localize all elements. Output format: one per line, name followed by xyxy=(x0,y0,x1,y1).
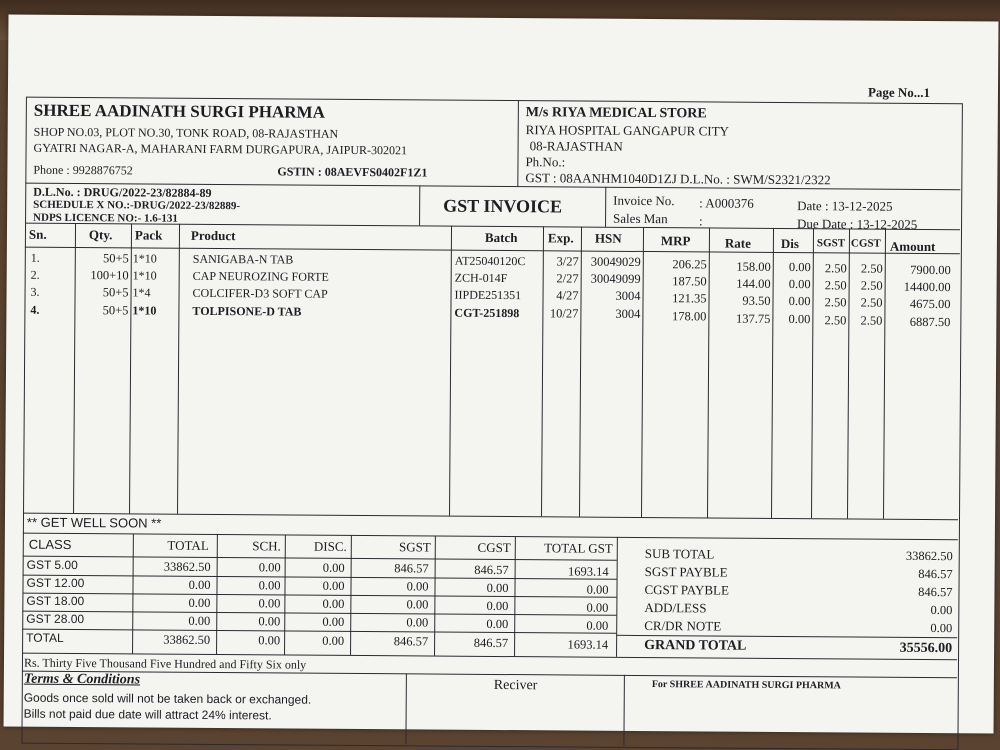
item-mrp: 121.35 xyxy=(672,291,707,306)
item-batch: IIPDE251351 xyxy=(454,287,522,303)
greeting: ** GET WELL SOON ** xyxy=(26,514,162,531)
item-cgst: 2.50 xyxy=(860,261,883,276)
summary-value: 846.57 xyxy=(918,566,953,582)
item-exp: 4/27 xyxy=(556,288,579,303)
tax-sch: 0.00 xyxy=(258,614,281,629)
col-sgst: SGST xyxy=(816,237,846,250)
item-pack: 1*10 xyxy=(132,251,157,266)
col-cgst: CGST xyxy=(850,237,881,250)
col-qty: Qty. xyxy=(88,227,113,243)
ndps-licence: NDPS LICENCE NO:- 1.6-131 xyxy=(33,211,178,225)
col-product: Product xyxy=(190,227,236,244)
item-mrp: 187.50 xyxy=(672,274,707,289)
item-dis: 0.00 xyxy=(788,294,811,309)
tax-disc: 0.00 xyxy=(322,596,345,611)
tax-class: GST 28.00 xyxy=(26,611,85,627)
dl-number: D.L.No. : DRUG/2022-23/82884-89 xyxy=(33,184,212,200)
tax-total: 33862.50 xyxy=(163,559,211,574)
item-product: CAP NEUROZING FORTE xyxy=(192,268,329,284)
item-dis: 0.00 xyxy=(788,277,811,292)
terms-line-2: Bills not paid due date will attract 24% interest. xyxy=(23,706,272,723)
tax-sgst: 0.00 xyxy=(406,597,429,612)
tax-class: TOTAL xyxy=(26,630,64,645)
item-qty: 50+5 xyxy=(102,303,129,318)
tax-col-sch: SCH. xyxy=(252,538,281,554)
tax-cgst: 0.00 xyxy=(486,616,509,632)
buyer-line-1: RIYA HOSPITAL GANGAPUR CITY xyxy=(525,122,730,139)
item-sgst: 2.50 xyxy=(824,295,847,310)
item-dis: 0.00 xyxy=(788,312,811,327)
item-amount: 4675.00 xyxy=(909,296,951,312)
tax-class: GST 5.00 xyxy=(26,557,78,573)
tax-sch: 0.00 xyxy=(258,560,281,575)
item-rate: 144.00 xyxy=(736,276,771,291)
item-exp: 3/27 xyxy=(556,254,579,269)
receiver-label: Reciver xyxy=(493,677,538,694)
item-batch: AT25040120C xyxy=(454,253,526,269)
col-batch: Batch xyxy=(484,229,518,246)
tax-total-gst: 1693.14 xyxy=(567,564,609,579)
signatory-label: For SHREE AADINATH SURGI PHARMA xyxy=(651,679,841,692)
item-dis: 0.00 xyxy=(788,260,811,275)
tax-sch: 0.00 xyxy=(258,578,281,593)
item-sgst: 2.50 xyxy=(824,278,847,293)
salesman-label: Sales Man xyxy=(613,210,668,227)
seller-name: SHREE AADINATH SURGI PHARMA xyxy=(33,100,325,122)
item-product: COLCIFER-D3 SOFT CAP xyxy=(192,285,328,301)
summary-value: 33862.50 xyxy=(905,548,953,564)
tax-cgst: 846.57 xyxy=(473,635,509,651)
summary-label: SGST PAYBLE xyxy=(644,564,728,580)
summary-value: 846.57 xyxy=(918,584,953,600)
item-amount: 7900.00 xyxy=(910,262,951,278)
tax-col-class: CLASS xyxy=(28,536,72,553)
tax-col-total-gst: TOTAL GST xyxy=(544,540,613,556)
item-sn: 2. xyxy=(30,267,40,282)
terms-line-1: Goods once sold will not be taken back or exchanged. xyxy=(23,690,312,707)
item-pack: 1*4 xyxy=(132,285,151,300)
item-qty: 50+5 xyxy=(102,251,129,266)
tax-disc: 0.00 xyxy=(322,578,345,593)
item-rate: 158.00 xyxy=(736,259,771,274)
item-cgst: 2.50 xyxy=(860,295,883,310)
item-hsn: 3004 xyxy=(615,288,641,303)
summary-value: 0.00 xyxy=(930,603,953,618)
col-exp: Exp. xyxy=(547,230,574,246)
col-pack: Pack xyxy=(134,227,163,243)
page-number: Page No...1 xyxy=(867,84,931,100)
tax-sch: 0.00 xyxy=(258,596,281,611)
amount-in-words: Rs. Thirty Five Thousand Five Hundred and Fifty Six only xyxy=(23,655,307,672)
tax-class: GST 18.00 xyxy=(26,593,85,609)
summary-label: CR/DR NOTE xyxy=(644,618,722,634)
item-rate: 137.75 xyxy=(735,311,771,326)
item-sn: 1. xyxy=(30,250,40,265)
buyer-line-2: 08-RAJASTHAN xyxy=(529,138,623,154)
tax-sgst: 0.00 xyxy=(406,615,429,630)
summary-value: 0.00 xyxy=(930,621,953,636)
item-qty: 50+5 xyxy=(102,285,129,300)
item-amount: 6887.50 xyxy=(909,314,951,330)
col-dis: Dis xyxy=(780,235,800,252)
terms-title: Terms & Conditions xyxy=(23,671,141,688)
tax-col-cgst: CGST xyxy=(477,539,511,556)
seller-phone: Phone : 9928876752 xyxy=(33,162,133,178)
summary-label: SUB TOTAL xyxy=(644,546,715,562)
item-product: TOLPISONE-D TAB xyxy=(192,303,302,319)
tax-col-disc: DISC. xyxy=(313,538,347,554)
item-exp: 2/27 xyxy=(556,271,579,286)
seller-address-2: GYATRI NAGAR-A, MAHARANI FARM DURGAPURA, JAIPUR-302021 xyxy=(33,140,408,158)
invoice-paper xyxy=(4,15,999,734)
tax-total: 33862.50 xyxy=(163,632,211,647)
tax-sgst: 846.57 xyxy=(394,561,429,576)
item-pack: 1*10 xyxy=(132,303,157,318)
tax-total: 0.00 xyxy=(188,613,211,628)
item-pack: 1*10 xyxy=(132,268,157,283)
schedule-number: SCHEDULE X NO.:-DRUG/2022-23/82889- xyxy=(33,198,241,213)
item-hsn: 30049029 xyxy=(590,254,641,269)
tax-total-gst: 0.00 xyxy=(586,582,609,597)
invoice-no-label: Invoice No. xyxy=(613,192,675,209)
item-batch: CGT-251898 xyxy=(454,305,520,321)
invoice-no-value: : A000376 xyxy=(699,195,754,211)
tax-col-total: TOTAL xyxy=(167,537,209,553)
tax-col-sgst: SGST xyxy=(398,539,431,555)
buyer-name: M/s RIYA MEDICAL STORE xyxy=(525,105,707,122)
tax-total-gst: 0.00 xyxy=(586,618,609,633)
tax-sch: 0.00 xyxy=(258,633,281,648)
tax-total: 0.00 xyxy=(188,577,211,592)
item-amount: 14400.00 xyxy=(903,279,951,295)
buyer-gst: GST : 08AANHM1040D1ZJ D.L.No. : SWM/S2321/2322 xyxy=(525,170,831,188)
grand-total-label: GRAND TOTAL xyxy=(644,638,747,654)
item-hsn: 30049099 xyxy=(590,271,641,286)
tax-disc: 0.00 xyxy=(322,633,345,648)
item-sn: 4. xyxy=(30,302,40,317)
summary-label: CGST PAYBLE xyxy=(644,582,729,598)
item-qty: 100+10 xyxy=(90,268,129,283)
item-sn: 3. xyxy=(30,284,40,299)
tax-disc: 0.00 xyxy=(322,560,345,575)
item-cgst: 2.50 xyxy=(860,313,883,328)
col-rate: Rate xyxy=(724,235,751,251)
invoice-date: Date : 13-12-2025 xyxy=(797,198,893,214)
salesman-value: : xyxy=(699,213,703,229)
grand-total-value: 35556.00 xyxy=(899,640,953,657)
item-sgst: 2.50 xyxy=(824,313,847,328)
seller-gstin: GSTIN : 08AEVFS0402F1Z1 xyxy=(277,164,428,180)
item-batch: ZCH-014F xyxy=(454,270,508,286)
tax-disc: 0.00 xyxy=(322,614,345,629)
item-sgst: 2.50 xyxy=(824,261,847,276)
item-exp: 10/27 xyxy=(549,306,579,321)
tax-sgst: 846.57 xyxy=(393,634,429,649)
col-sn: Sn. xyxy=(28,226,47,242)
tax-total-gst: 0.00 xyxy=(586,600,609,615)
due-date: Due Date : 13-12-2025 xyxy=(797,216,918,232)
tax-total: 0.00 xyxy=(188,595,211,610)
item-mrp: 206.25 xyxy=(672,257,707,272)
item-hsn: 3004 xyxy=(615,306,641,321)
item-cgst: 2.50 xyxy=(860,278,883,293)
item-rate: 93.50 xyxy=(742,293,771,308)
col-amount: Amount xyxy=(889,238,936,255)
tax-total-gst: 1693.14 xyxy=(567,637,609,652)
buyer-phone: Ph.No.: xyxy=(525,154,566,170)
tax-cgst: 846.57 xyxy=(474,562,509,578)
item-mrp: 178.00 xyxy=(671,309,707,324)
summary-label: ADD/LESS xyxy=(644,600,707,616)
col-mrp: MRP xyxy=(660,233,691,249)
col-hsn: HSN xyxy=(594,230,622,246)
item-product: SANIGABA-N TAB xyxy=(192,251,294,267)
invoice-title: GST INVOICE xyxy=(443,195,563,217)
tax-cgst: 0.00 xyxy=(486,598,509,614)
seller-address-1: SHOP NO.03, PLOT NO.30, TONK ROAD, 08-RAJASTHAN xyxy=(33,124,339,141)
tax-cgst: 0.00 xyxy=(486,580,509,596)
tax-class: GST 12.00 xyxy=(26,575,85,591)
tax-sgst: 0.00 xyxy=(406,579,429,594)
